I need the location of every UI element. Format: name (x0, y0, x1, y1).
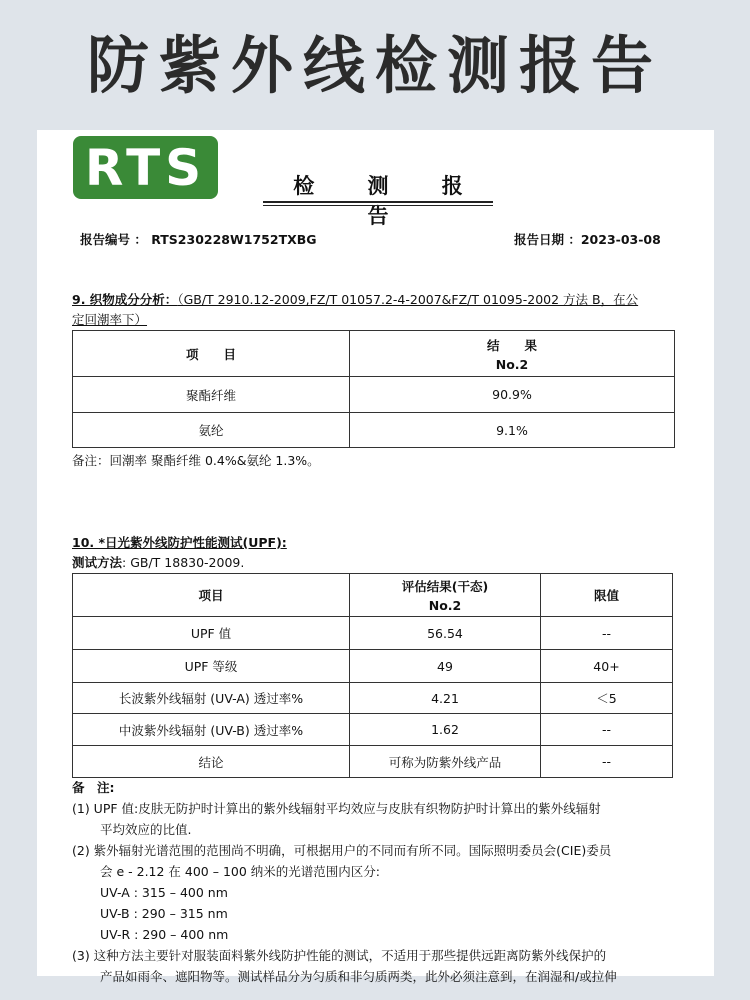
uv-r-range: UV-R : 290 – 400 nm (100, 927, 229, 942)
hero-title: 防紫外线检测报告 (86, 28, 663, 102)
header-result: 评估结果(干态) No.2 (350, 574, 541, 617)
note-3: (3) 这种方法主要针对服装面料紫外线防护性能的测试，不适用于那些提供远距离防紫外线保护的 (72, 948, 607, 963)
composition-table (72, 330, 675, 448)
hero-banner (0, 0, 750, 130)
uv-a-range: UV-A : 315 – 400 nm (100, 885, 228, 900)
note-3-cont: 产品如雨伞、遮阳物等。测试样品分为匀质和非匀质两类，此外必须注意到，在润湿和/或拉伸 (100, 969, 617, 984)
report-number: 报告编号 ： RTS230228W1752TXBG (80, 232, 317, 247)
rts-logo: RTS (73, 136, 218, 199)
note-1-cont: 平均效应的比值. (100, 822, 192, 837)
header-limit: 限值 (541, 574, 673, 617)
upf-table (72, 573, 673, 778)
table-row: 聚酯纤维 90.9% (73, 377, 675, 413)
title-underline-thin (263, 205, 493, 206)
table-row: 氨纶 9.1% (73, 413, 675, 448)
table-row: 中波紫外线辐射 (UV-B) 透过率% 1.62 -- (73, 714, 673, 746)
table-row: UPF 值 56.54 -- (73, 617, 673, 650)
report-date: 报告日期 ：2023-03-08 (514, 232, 661, 247)
note-2-cont: 会 e - 2.12 在 400 – 100 纳米的光谱范围内区分: (100, 864, 380, 879)
test-method: 测试方法: GB/T 18830-2009. (72, 555, 245, 570)
table-row: 结论 可称为防紫外线产品 -- (73, 746, 673, 778)
section9-heading: 9. 织物成分分析：（GB/T 2910.12-2009,FZ/T 01057.2-4-2007&FZ/T 01095-2002 方法 B，在公 定回潮率下） (72, 292, 639, 327)
note-1: (1) UPF 值:皮肤无防护时计算出的紫外线辐射平均效应与皮肤有织物防护时计算出的紫外线辐射 (72, 801, 601, 816)
notes-block (72, 777, 682, 987)
uv-b-range: UV-B : 290 – 315 nm (100, 906, 228, 921)
report-title: 检 测 报 告 (293, 174, 486, 228)
section9-note: 备注：回潮率 聚酯纤维 0.4%&氨纶 1.3%。 (72, 453, 320, 468)
report-page (37, 130, 714, 984)
header-item: 项 目 (73, 331, 350, 377)
title-underline (263, 201, 493, 203)
table-row: 长波紫外线辐射 (UV-A) 透过率% 4.21 ＜5 (73, 683, 673, 714)
section10-heading: 10. *日光紫外线防护性能测试(UPF): (72, 535, 287, 550)
header-result: 结 果 No.2 (350, 331, 675, 377)
notes-label: 备 注: (72, 780, 115, 795)
note-2: (2) 紫外辐射光谱范围的范围尚不明确，可根据用户的不同而有所不同。国际照明委员会(CIE)委员 (72, 843, 612, 858)
table-row: UPF 等级 49 40+ (73, 650, 673, 683)
header-item: 项目 (73, 574, 350, 617)
